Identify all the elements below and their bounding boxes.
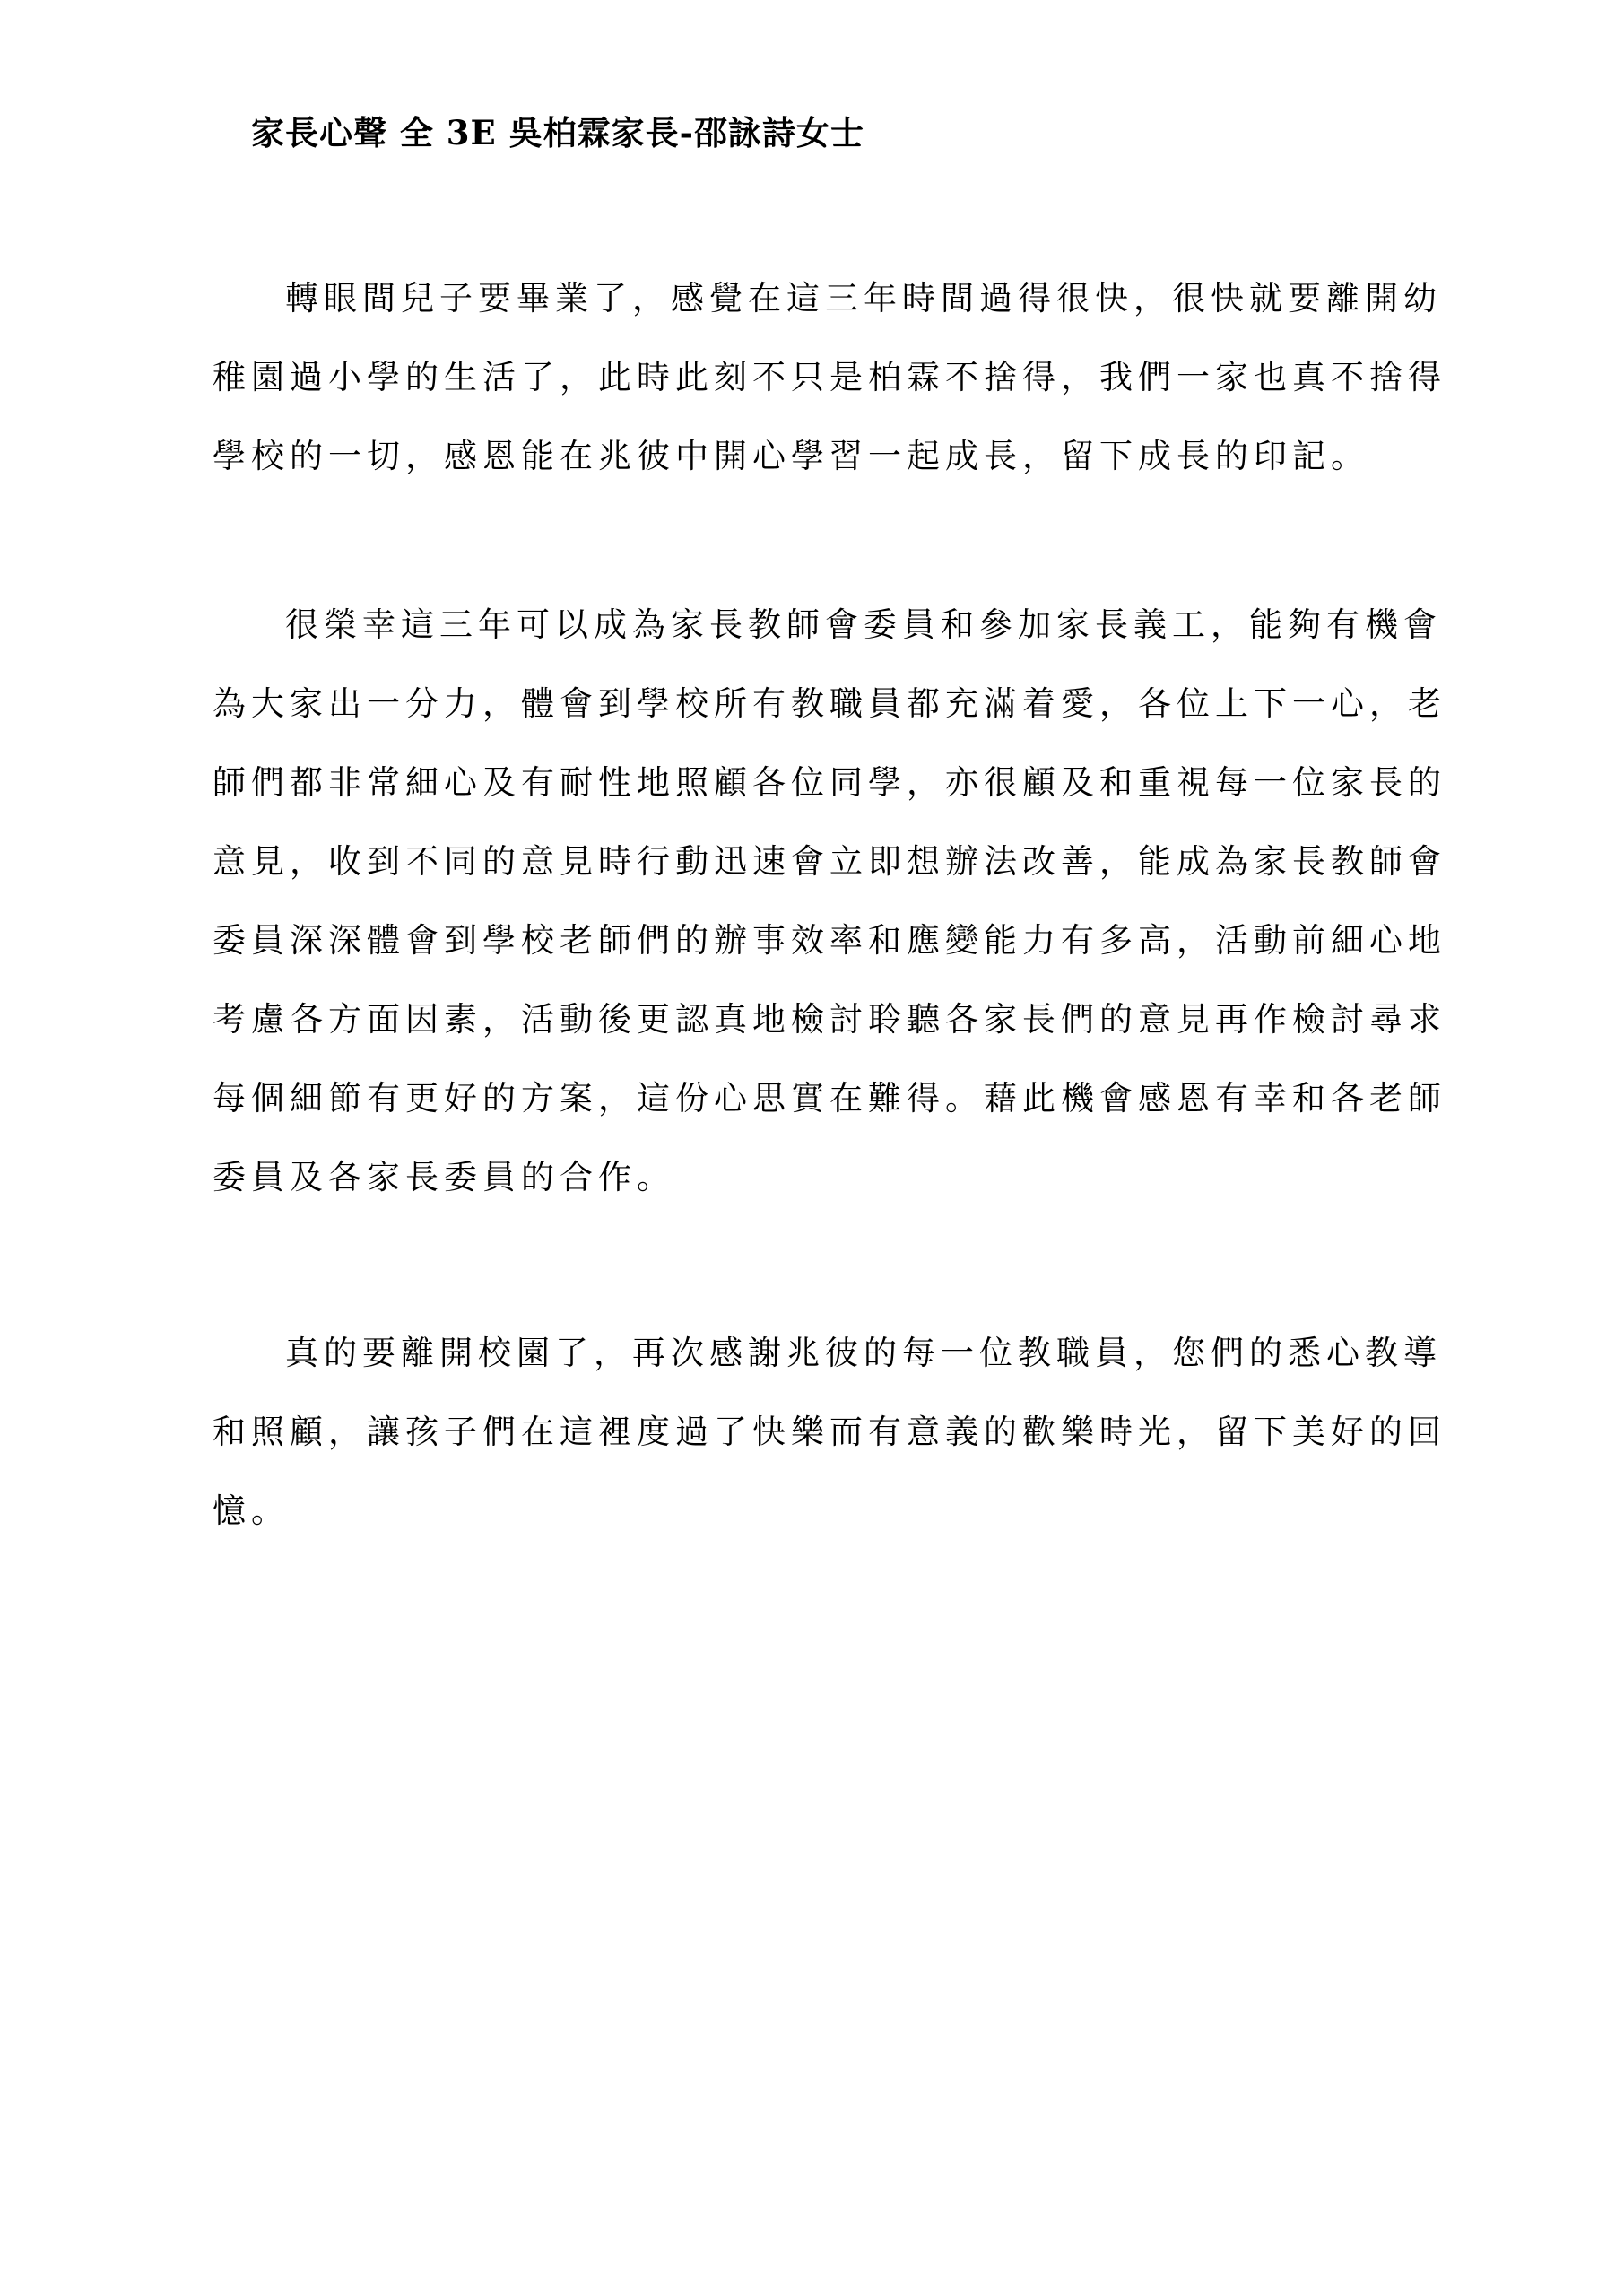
paragraph-1-line-2: 稚園過小學的生活了，此時此刻不只是柏霖不捨得，我們一家也真不捨得: [213, 358, 1446, 396]
document-title: 家長心聲 全 3E 吳柏霖家長-邵詠詩女士: [251, 113, 864, 152]
paragraph-3-line-3: 憶。: [213, 1492, 290, 1530]
paragraph-2-line-6: 考慮各方面因素，活動後更認真地檢討聆聽各家長們的意見再作檢討尋求: [213, 1000, 1446, 1039]
paragraph-1-line-1: 轉眼間兒子要畢業了，感覺在這三年時間過得很快，很快就要離開幼: [285, 279, 1442, 317]
paragraph-2-line-5: 委員深深體會到學校老師們的辦事效率和應變能力有多高，活動前細心地: [213, 921, 1446, 960]
paragraph-1-line-3: 學校的一切，感恩能在兆彼中開心學習一起成長，留下成長的印記。: [213, 437, 1369, 475]
paragraph-3-line-1: 真的要離開校園了，再次感謝兆彼的每一位教職員，您們的悉心教導: [285, 1334, 1442, 1372]
paragraph-2-line-3: 師們都非常細心及有耐性地照顧各位同學，亦很顧及和重視每一位家長的: [213, 763, 1446, 802]
paragraph-2-line-4: 意見，收到不同的意見時行動迅速會立即想辦法改善，能成為家長教師會: [213, 842, 1446, 881]
paragraph-2-line-7: 每個細節有更好的方案，這份心思實在難得。藉此機會感恩有幸和各老師: [213, 1079, 1446, 1118]
paragraph-3-line-2: 和照顧，讓孩子們在這裡度過了快樂而有意義的歡樂時光，留下美好的回: [213, 1413, 1446, 1451]
paragraph-2-line-8: 委員及各家長委員的合作。: [213, 1158, 675, 1196]
paragraph-2-line-1: 很榮幸這三年可以成為家長教師會委員和參加家長義工，能夠有機會: [285, 605, 1442, 644]
paragraph-2-line-2: 為大家出一分力，體會到學校所有教職員都充滿着愛，各位上下一心，老: [213, 684, 1446, 723]
